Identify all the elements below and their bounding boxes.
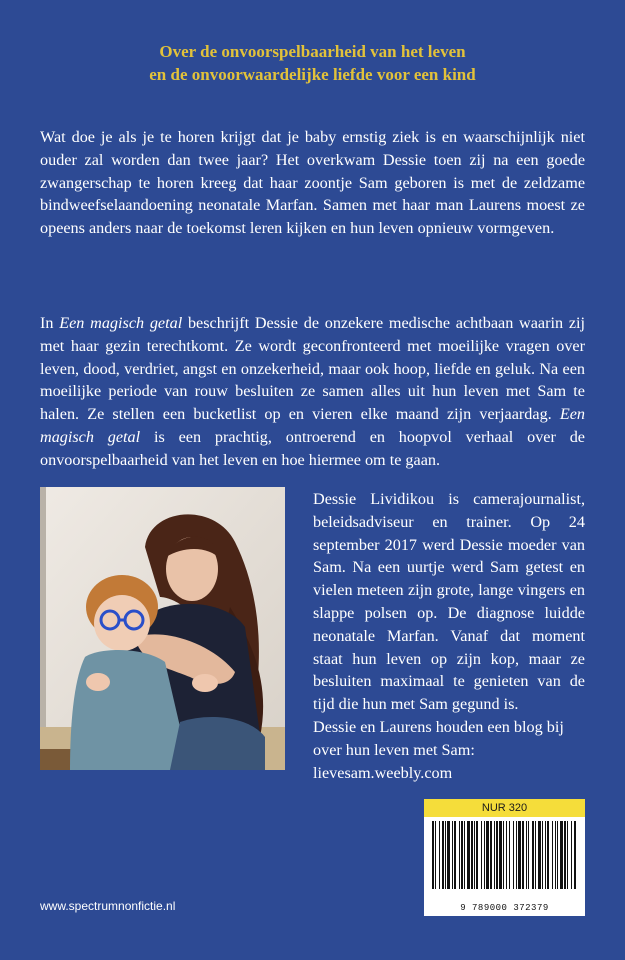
book-title-1: Een magisch getal — [59, 314, 183, 332]
p2-part-2: beschrijft Dessie de onzekere medische achtbaan waarin zij met haar gezin terechtkomt. Ze wordt geconfronteerd met moeilijke vragen over leven, dood, verdriet, angst en onzekerheid, maar ook hoop, liefde en geluk. Na een moeilijke periode van rouw besluiten ze samen alles uit hun leven met Sam te halen. Ze stellen een bucketlist op en vieren elke maand zijn verjaardag. — [40, 314, 585, 424]
bio-text: Dessie Lividikou is camerajournalist, beleidsadviseur en trainer. Op 24 september 2017 werd Dessie moeder van Sam. Na een uurtje werd Sam getest en vielen meteen zijn grote, lange vingers en slappe polsen op. De diagnose luidde neonatale Marfan. Vanaf dat moment staat hun leven op zijn kop, maar ze besluiten maximaal te genieten van de tijd die hun met Sam gegund is. — [313, 490, 585, 714]
nur-label: NUR 320 — [424, 799, 585, 817]
tagline-line-2: en de onvoorwaardelijke liefde voor een kind — [149, 65, 476, 84]
tagline-line-1: Over de onvoorspelbaarheid van het leven — [159, 42, 466, 61]
summary-paragraph-1: Wat doe je als je te horen krijgt dat je baby ernstig ziek is en waarschijnlijk niet ouder zal worden dan twee jaar? Het overkwam Dessie toen zij na een goede zwangerschap te horen kreeg dat haar zoontje Sam geboren is met de zeldzame bindweefselaandoening neonatale Marfan. Samen met haar man Laurens moest ze opeens anders naar de toekomst leren kijken en hun leven opnieuw vormgeven. — [40, 128, 585, 238]
blog-info — [313, 716, 585, 784]
isbn-number: 9 789000 372379 — [460, 903, 549, 913]
barcode-icon — [424, 817, 585, 902]
barcode-block — [424, 799, 585, 916]
summary-paragraph-2 — [40, 312, 585, 472]
tagline — [0, 40, 625, 86]
author-bio — [313, 488, 585, 784]
p2-part-3: is een prachtig, ontroerend en hoopvol verhaal over de onvoorspelbaarheid van het leven en hoe hiermee om te gaan. — [40, 427, 585, 469]
blog-url[interactable]: lievesam.weebly.com — [313, 763, 453, 782]
p2-part-1: In — [40, 314, 60, 332]
publisher-website[interactable]: www.spectrumnonfictie.nl — [40, 899, 176, 913]
book-title-2: Een magisch getal — [40, 405, 585, 446]
blog-line: Dessie en Laurens houden een blog bij over hun leven met Sam: — [313, 717, 564, 759]
author-photo — [40, 487, 285, 770]
